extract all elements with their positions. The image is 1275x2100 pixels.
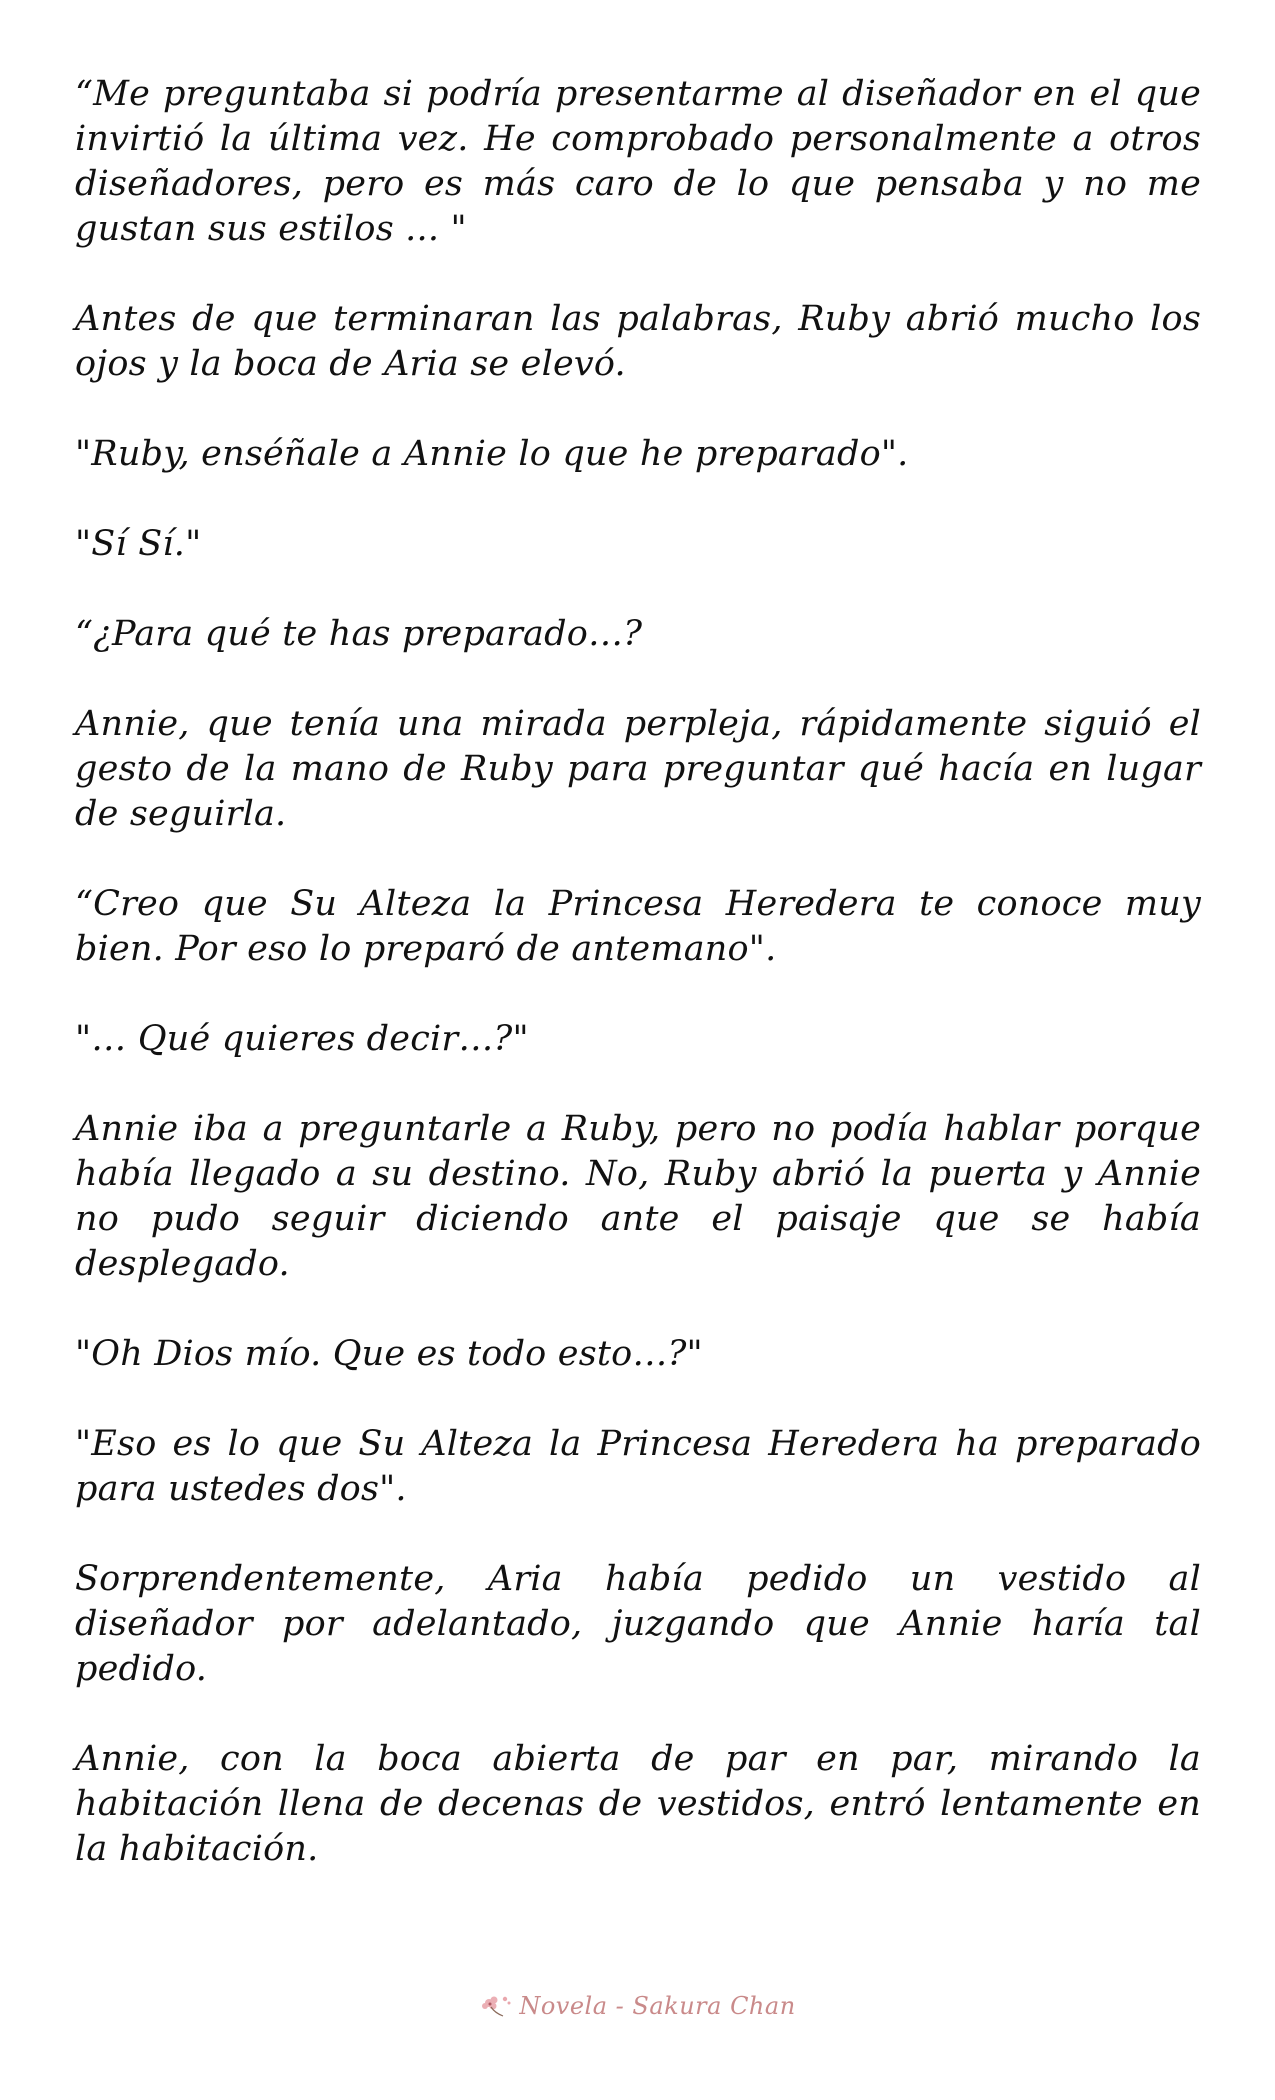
paragraph: "Sí Sí."	[75, 524, 202, 564]
story-text	[75, 72, 1201, 1917]
paragraph: Sorprendentemente, Aria había pedido un vestido al diseñador por adelantado, juzgando que Annie haría tal pedido.	[75, 1559, 1201, 1689]
watermark-text: Novela - Sakura Chan	[519, 1992, 796, 2020]
paragraph: Annie, con la boca abierta de par en par, mirando la habitación llena de decenas de vestidos, entró lentamente en la habitación.	[75, 1739, 1201, 1869]
paragraph: "… Qué quieres decir…?"	[75, 1019, 529, 1059]
paragraph: "Ruby, enséñale a Annie lo que he preparado".	[75, 434, 909, 474]
watermark	[0, 1986, 1275, 2026]
paragraph: “¿Para qué te has preparado…?	[75, 614, 643, 654]
paragraph: Annie iba a preguntarle a Ruby, pero no podía hablar porque había llegado a su destino. No, Ruby abrió la puerta y Annie no pudo seguir diciendo ante el paisaje que se había desplegado.	[75, 1109, 1201, 1284]
paragraph: “Me preguntaba si podría presentarme al diseñador en el que invirtió la última vez. He comprobado personalmente a otros diseñadores, pero es más caro de lo que pensaba y no me gustan sus estilos ... "	[75, 74, 1201, 249]
paragraph: "Oh Dios mío. Que es todo esto…?"	[75, 1334, 703, 1374]
paragraph: Annie, que tenía una mirada perpleja, rápidamente siguió el gesto de la mano de Ruby para preguntar qué hacía en lugar de seguirla.	[75, 704, 1201, 834]
paragraph: Antes de que terminaran las palabras, Ruby abrió mucho los ojos y la boca de Aria se elevó.	[75, 299, 1201, 384]
sakura-flower-icon	[479, 1991, 513, 2021]
paragraph: "Eso es lo que Su Alteza la Princesa Heredera ha preparado para ustedes dos".	[75, 1424, 1201, 1509]
paragraph: “Creo que Su Alteza la Princesa Heredera te conoce muy bien. Por eso lo preparó de antemano".	[75, 884, 1201, 969]
